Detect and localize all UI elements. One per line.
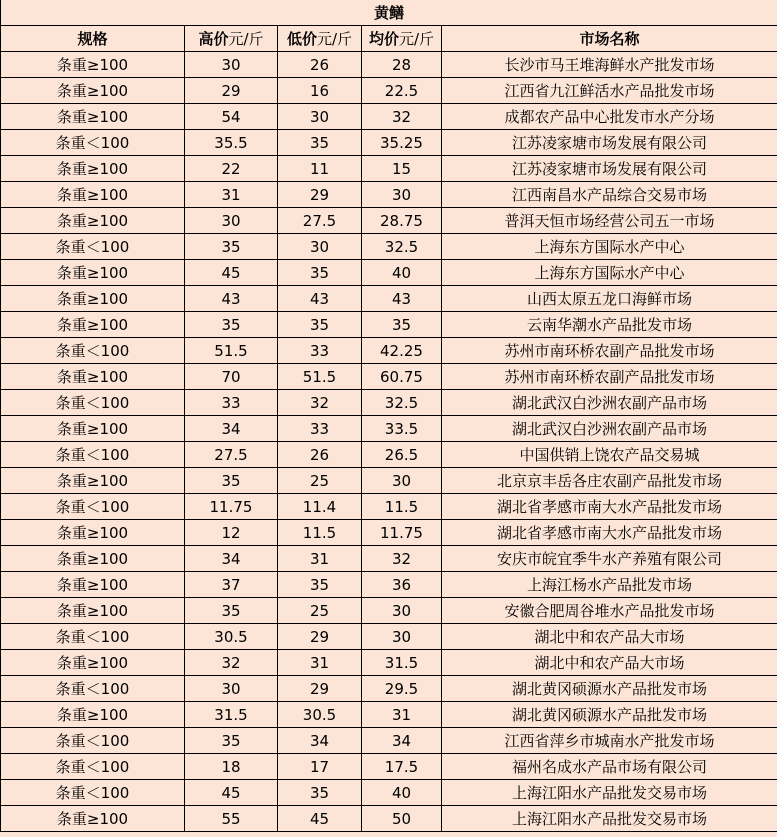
- low-price-cell: 51.5: [278, 364, 362, 390]
- market-cell: 江苏凌家塘市场发展有限公司: [442, 156, 777, 182]
- table-row: [1, 650, 777, 676]
- market-cell: 湖北武汉白沙洲农副产品市场: [442, 390, 777, 416]
- unit-label: 元/斤: [398, 30, 435, 48]
- low-price-cell: 35: [278, 260, 362, 286]
- avg-price-cell: 28.75: [362, 208, 442, 234]
- low-price-cell: 31: [278, 650, 362, 676]
- high-price-cell: 31.5: [185, 702, 278, 728]
- high-price-cell: 29: [185, 78, 278, 104]
- spec-cell: 条重≥100: [1, 52, 185, 78]
- table-row: [1, 806, 777, 832]
- spec-cell: 条重≥100: [1, 78, 185, 104]
- spec-cell: 条重≥100: [1, 104, 185, 130]
- low-price-cell: 35: [278, 312, 362, 338]
- market-cell: 湖北武汉白沙洲农副产品市场: [442, 416, 777, 442]
- market-cell: 苏州市南环桥农副产品批发市场: [442, 338, 777, 364]
- spec-cell: 条重≥100: [1, 702, 185, 728]
- low-price-cell: 45: [278, 806, 362, 832]
- spec-cell: 条重≥100: [1, 416, 185, 442]
- table-body: [1, 52, 777, 832]
- spec-cell: 条重≥100: [1, 520, 185, 546]
- market-cell: 江西省萍乡市城南水产批发市场: [442, 728, 777, 754]
- high-price-cell: 32: [185, 650, 278, 676]
- high-price-cell: 54: [185, 104, 278, 130]
- market-cell: 苏州市南环桥农副产品批发市场: [442, 364, 777, 390]
- avg-price-cell: 28: [362, 52, 442, 78]
- column-header-spec: 规格: [1, 26, 185, 52]
- high-price-cell: 35: [185, 728, 278, 754]
- high-price-cell: 30: [185, 676, 278, 702]
- market-cell: 上海江阳水产品批发交易市场: [442, 806, 777, 832]
- high-price-cell: 22: [185, 156, 278, 182]
- spec-cell: 条重≥100: [1, 364, 185, 390]
- low-price-cell: 17: [278, 754, 362, 780]
- low-price-cell: 43: [278, 286, 362, 312]
- spec-cell: 条重≥100: [1, 650, 185, 676]
- table-row: [1, 364, 777, 390]
- spec-cell: 条重＜100: [1, 676, 185, 702]
- avg-price-cell: 31: [362, 702, 442, 728]
- market-cell: 湖北黄冈硕源水产品批发市场: [442, 702, 777, 728]
- market-cell: 上海江阳水产品批发交易市场: [442, 780, 777, 806]
- low-price-cell: 35: [278, 780, 362, 806]
- avg-price-cell: 40: [362, 260, 442, 286]
- avg-price-cell: 36: [362, 572, 442, 598]
- low-price-cell: 32: [278, 390, 362, 416]
- market-cell: 上海江杨水产品批发市场: [442, 572, 777, 598]
- table-row: [1, 286, 777, 312]
- avg-price-cell: 11.5: [362, 494, 442, 520]
- table-row: [1, 208, 777, 234]
- table-row: [1, 390, 777, 416]
- spec-cell: 条重＜100: [1, 780, 185, 806]
- spec-cell: 条重≥100: [1, 546, 185, 572]
- spec-cell: 条重≥100: [1, 598, 185, 624]
- market-cell: 福州名成水产品市场有限公司: [442, 754, 777, 780]
- avg-price-cell: 30: [362, 468, 442, 494]
- avg-price-cell: 31.5: [362, 650, 442, 676]
- spec-cell: 条重＜100: [1, 130, 185, 156]
- market-cell: 湖北中和农产品大市场: [442, 624, 777, 650]
- spec-cell: 条重≥100: [1, 312, 185, 338]
- low-price-cell: 25: [278, 468, 362, 494]
- table-row: [1, 494, 777, 520]
- table-row: [1, 156, 777, 182]
- title-row: [1, 0, 777, 26]
- spec-cell: 条重＜100: [1, 624, 185, 650]
- spec-cell: 条重＜100: [1, 494, 185, 520]
- column-header-avg-price: 均价元/斤: [362, 26, 442, 52]
- low-price-cell: 25: [278, 598, 362, 624]
- unit-label: 元/斤: [316, 30, 353, 48]
- header-row: [1, 26, 777, 52]
- spec-cell: 条重≥100: [1, 806, 185, 832]
- avg-price-cell: 30: [362, 598, 442, 624]
- table-row: [1, 520, 777, 546]
- avg-price-cell: 50: [362, 806, 442, 832]
- avg-price-cell: 32: [362, 104, 442, 130]
- table-row: [1, 572, 777, 598]
- high-price-cell: 35: [185, 468, 278, 494]
- spec-cell: 条重≥100: [1, 260, 185, 286]
- avg-price-cell: 30: [362, 182, 442, 208]
- market-cell: 江苏凌家塘市场发展有限公司: [442, 130, 777, 156]
- table-row: [1, 780, 777, 806]
- spec-cell: 条重≥100: [1, 182, 185, 208]
- avg-price-cell: 17.5: [362, 754, 442, 780]
- high-price-cell: 45: [185, 780, 278, 806]
- low-price-cell: 11.5: [278, 520, 362, 546]
- spec-cell: 条重≥100: [1, 572, 185, 598]
- spec-cell: 条重＜100: [1, 390, 185, 416]
- table-row: [1, 728, 777, 754]
- avg-price-cell: 35: [362, 312, 442, 338]
- avg-price-cell: 42.25: [362, 338, 442, 364]
- high-price-cell: 37: [185, 572, 278, 598]
- high-price-cell: 27.5: [185, 442, 278, 468]
- high-price-cell: 35: [185, 312, 278, 338]
- table-row: [1, 234, 777, 260]
- high-price-cell: 12: [185, 520, 278, 546]
- low-price-cell: 11: [278, 156, 362, 182]
- low-price-cell: 33: [278, 416, 362, 442]
- high-price-cell: 35: [185, 598, 278, 624]
- low-price-cell: 29: [278, 182, 362, 208]
- high-price-cell: 35.5: [185, 130, 278, 156]
- spec-cell: 条重＜100: [1, 338, 185, 364]
- low-price-cell: 30.5: [278, 702, 362, 728]
- table-row: [1, 338, 777, 364]
- high-price-cell: 34: [185, 546, 278, 572]
- avg-price-cell: 32.5: [362, 234, 442, 260]
- spec-cell: 条重≥100: [1, 156, 185, 182]
- low-price-cell: 16: [278, 78, 362, 104]
- market-cell: 湖北黄冈硕源水产品批发市场: [442, 676, 777, 702]
- column-header-market: 市场名称: [442, 26, 777, 52]
- table-row: [1, 442, 777, 468]
- low-price-cell: 27.5: [278, 208, 362, 234]
- market-cell: 江西省九江鲜活水产品批发市场: [442, 78, 777, 104]
- table-row: [1, 260, 777, 286]
- market-cell: 山西太原五龙口海鲜市场: [442, 286, 777, 312]
- high-price-cell: 30: [185, 52, 278, 78]
- low-price-cell: 35: [278, 572, 362, 598]
- table-row: [1, 52, 777, 78]
- low-price-cell: 26: [278, 442, 362, 468]
- low-price-cell: 31: [278, 546, 362, 572]
- high-price-cell: 55: [185, 806, 278, 832]
- table-row: [1, 78, 777, 104]
- avg-price-cell: 60.75: [362, 364, 442, 390]
- high-price-cell: 33: [185, 390, 278, 416]
- table-row: [1, 312, 777, 338]
- high-price-cell: 51.5: [185, 338, 278, 364]
- spec-cell: 条重＜100: [1, 234, 185, 260]
- spec-cell: 条重≥100: [1, 208, 185, 234]
- spec-cell: 条重≥100: [1, 468, 185, 494]
- table-row: [1, 182, 777, 208]
- high-price-cell: 34: [185, 416, 278, 442]
- avg-price-cell: 32: [362, 546, 442, 572]
- table-row: [1, 416, 777, 442]
- avg-price-cell: 11.75: [362, 520, 442, 546]
- market-cell: 云南华潮水产品批发市场: [442, 312, 777, 338]
- market-cell: 普洱天恒市场经营公司五一市场: [442, 208, 777, 234]
- market-cell: 成都农产品中心批发市水产分场: [442, 104, 777, 130]
- high-price-cell: 70: [185, 364, 278, 390]
- spec-cell: 条重＜100: [1, 754, 185, 780]
- unit-label: 元/斤: [228, 30, 264, 48]
- table-row: [1, 676, 777, 702]
- table-row: [1, 130, 777, 156]
- low-price-cell: 26: [278, 52, 362, 78]
- spec-cell: 条重≥100: [1, 286, 185, 312]
- avg-price-cell: 34: [362, 728, 442, 754]
- spec-cell: 条重＜100: [1, 728, 185, 754]
- table-row: [1, 546, 777, 572]
- market-cell: 北京京丰岳各庄农副产品批发市场: [442, 468, 777, 494]
- high-price-cell: 43: [185, 286, 278, 312]
- table-row: [1, 468, 777, 494]
- market-cell: 湖北中和农产品大市场: [442, 650, 777, 676]
- high-price-cell: 31: [185, 182, 278, 208]
- table-row: [1, 598, 777, 624]
- low-price-cell: 30: [278, 234, 362, 260]
- market-cell: 湖北省孝感市南大水产品批发市场: [442, 520, 777, 546]
- avg-price-cell: 35.25: [362, 130, 442, 156]
- low-price-cell: 35: [278, 130, 362, 156]
- table-row: [1, 624, 777, 650]
- table-row: [1, 754, 777, 780]
- avg-price-cell: 40: [362, 780, 442, 806]
- spec-cell: 条重＜100: [1, 442, 185, 468]
- table-title: 黄鳝: [1, 0, 777, 26]
- avg-price-cell: 26.5: [362, 442, 442, 468]
- low-price-cell: 29: [278, 676, 362, 702]
- high-price-cell: 45: [185, 260, 278, 286]
- avg-price-cell: 33.5: [362, 416, 442, 442]
- market-cell: 安徽合肥周谷堆水产品批发市场: [442, 598, 777, 624]
- low-price-cell: 11.4: [278, 494, 362, 520]
- avg-price-cell: 22.5: [362, 78, 442, 104]
- low-price-cell: 30: [278, 104, 362, 130]
- high-price-cell: 30: [185, 208, 278, 234]
- avg-price-cell: 32.5: [362, 390, 442, 416]
- market-cell: 上海东方国际水产中心: [442, 260, 777, 286]
- column-header-low-price: 低价元/斤: [278, 26, 362, 52]
- high-price-cell: 18: [185, 754, 278, 780]
- high-price-cell: 11.75: [185, 494, 278, 520]
- high-price-cell: 30.5: [185, 624, 278, 650]
- market-cell: 上海东方国际水产中心: [442, 234, 777, 260]
- market-cell: 湖北省孝感市南大水产品批发市场: [442, 494, 777, 520]
- avg-price-cell: 15: [362, 156, 442, 182]
- table-row: [1, 104, 777, 130]
- avg-price-cell: 30: [362, 624, 442, 650]
- high-price-cell: 35: [185, 234, 278, 260]
- column-header-high-price: 高价元/斤: [185, 26, 278, 52]
- market-cell: 长沙市马王堆海鲜水产批发市场: [442, 52, 777, 78]
- avg-price-cell: 29.5: [362, 676, 442, 702]
- market-cell: 江西南昌水产品综合交易市场: [442, 182, 777, 208]
- low-price-cell: 33: [278, 338, 362, 364]
- avg-price-cell: 43: [362, 286, 442, 312]
- table-row: [1, 702, 777, 728]
- market-cell: 中国供销上饶农产品交易城: [442, 442, 777, 468]
- low-price-cell: 34: [278, 728, 362, 754]
- market-cell: 安庆市皖宜季牛水产养殖有限公司: [442, 546, 777, 572]
- low-price-cell: 29: [278, 624, 362, 650]
